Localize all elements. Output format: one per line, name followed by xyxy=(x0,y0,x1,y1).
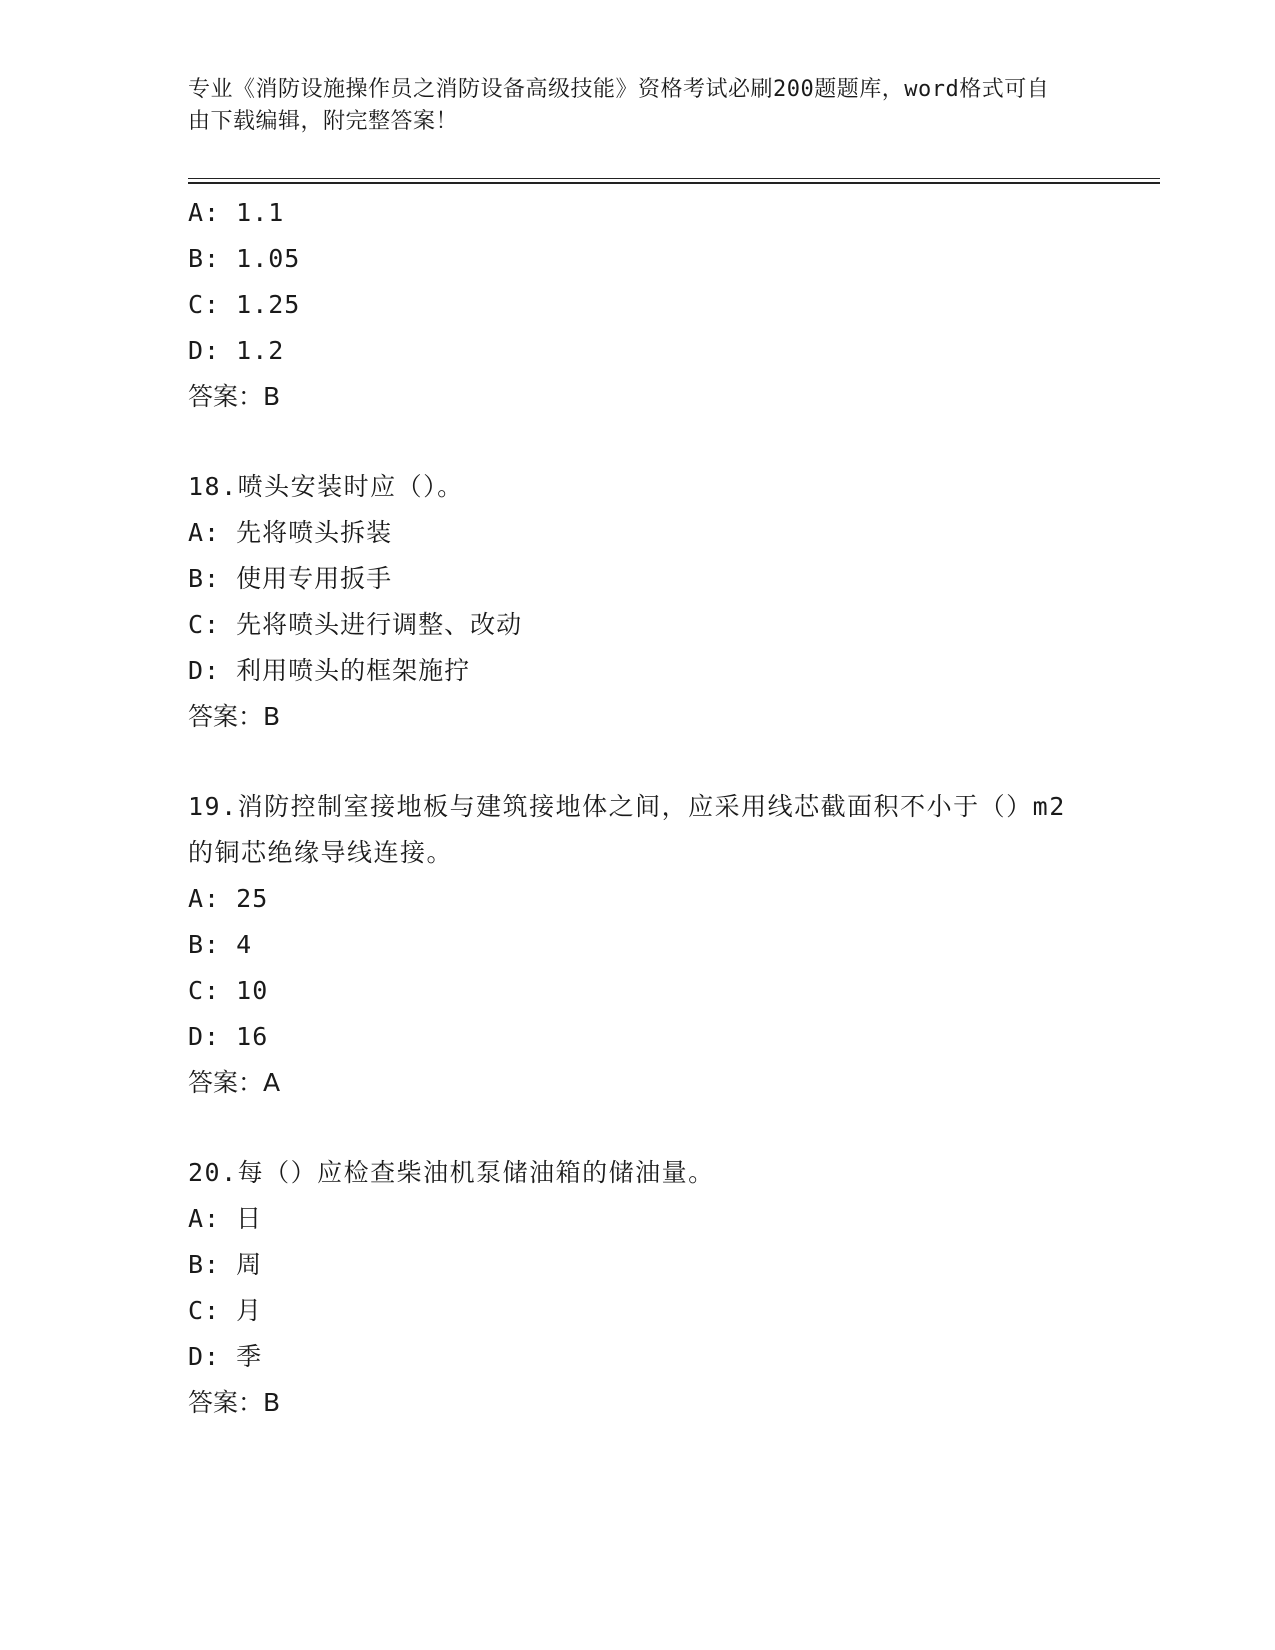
option-b: B: 4 xyxy=(188,930,253,959)
answer-line: 答案：A xyxy=(188,1068,281,1097)
option-c: C: 先将喷头进行调整、改动 xyxy=(188,610,523,639)
question-17-partial xyxy=(188,190,1088,420)
question-20 xyxy=(188,1150,1088,1426)
question-18 xyxy=(188,464,1088,740)
option-a: A: 先将喷头拆装 xyxy=(188,518,393,547)
question-19 xyxy=(188,784,1088,1106)
option-d: D: 季 xyxy=(188,1342,263,1371)
question-stem: 20.每（）应检查柴油机泵储油箱的储油量。 xyxy=(188,1158,715,1187)
answer-line: 答案：B xyxy=(188,702,281,731)
option-d: D: 16 xyxy=(188,1022,269,1051)
header-divider-thick xyxy=(188,182,1160,184)
option-c: C: 10 xyxy=(188,976,269,1005)
option-a: A: 25 xyxy=(188,884,269,913)
option-b: B: 周 xyxy=(188,1250,263,1279)
option-c: C: 1.25 xyxy=(188,290,301,319)
option-a: A: 1.1 xyxy=(188,198,285,227)
option-d: D: 利用喷头的框架施拧 xyxy=(188,656,471,685)
option-c: C: 月 xyxy=(188,1296,263,1325)
header-divider-thin xyxy=(188,178,1160,179)
option-b: B: 1.05 xyxy=(188,244,301,273)
question-stem: 18.喷头安装时应（）。 xyxy=(188,472,464,501)
answer-line: 答案：B xyxy=(188,382,281,411)
option-a: A: 日 xyxy=(188,1204,263,1233)
option-d: D: 1.2 xyxy=(188,336,285,365)
option-b: B: 使用专用扳手 xyxy=(188,564,393,593)
question-stem: 19.消防控制室接地板与建筑接地体之间，应采用线芯截面积不小于（）m2的铜芯绝缘导线连接。 xyxy=(188,792,1066,867)
document-header: 专业《消防设施操作员之消防设备高级技能》资格考试必刷200题题库，word格式可自由下载编辑，附完整答案！ xyxy=(188,77,1050,134)
question-list xyxy=(188,190,1088,1426)
answer-line: 答案：B xyxy=(188,1388,281,1417)
